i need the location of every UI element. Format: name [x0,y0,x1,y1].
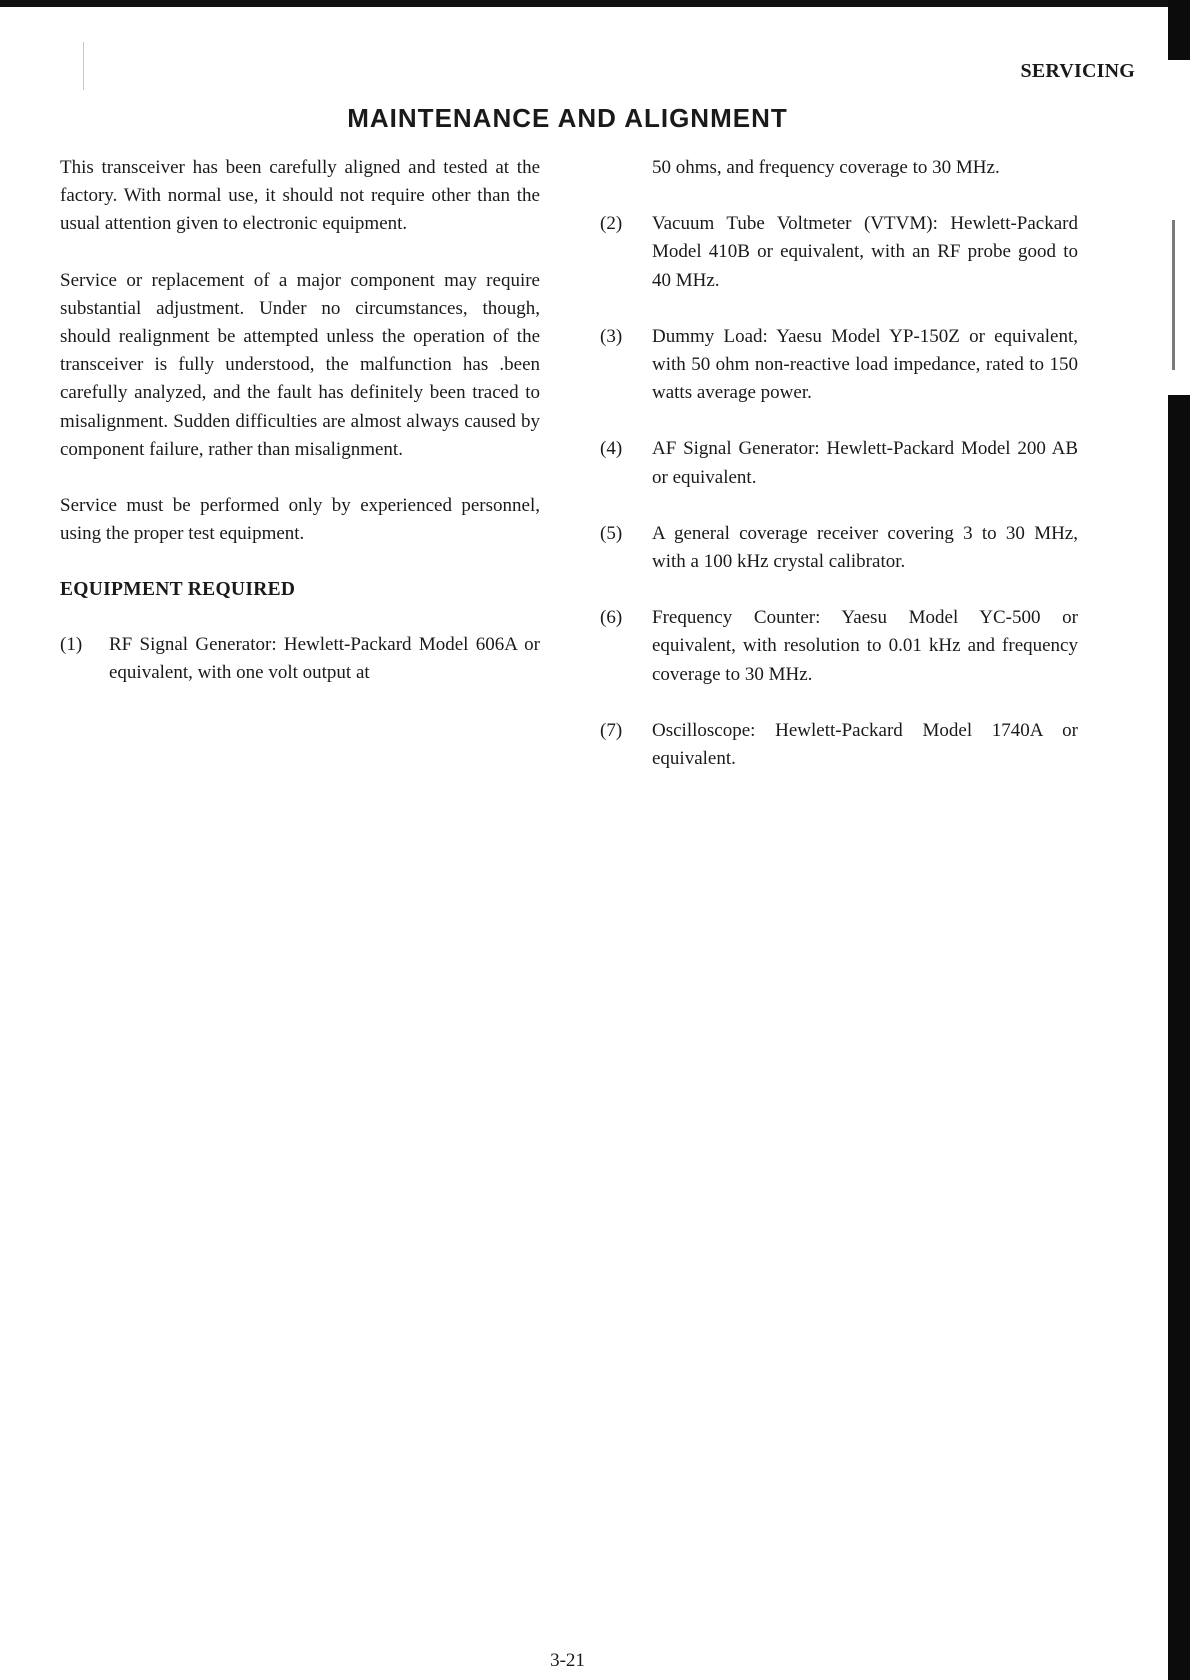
item-text: A general coverage receiver covering 3 to 30 MHz, with a 100 kHz crystal calibrator. [652,522,1078,573]
item-number: (5) [600,522,623,544]
scan-right-edge-tick [1172,220,1175,370]
service-paragraph: Service or replacement of a major component may require substantial adjustment. Under no circumstances, though, should realignment be attempted unless the operation of the transceiver is fully understood, the malfunction has .been carefully analyzed, and the fault has definitely been traced to misalignment. Sudden difficulties are almost always caused by component failure, rather than misalignment. [60,269,540,460]
equipment-item [600,323,1078,408]
item-continuation: 50 ohms, and frequency coverage to 30 MHz. [652,157,1000,178]
personnel-paragraph: Service must be performed only by experienced personnel, using the proper test equipment. [60,495,540,545]
item-number: (4) [600,438,623,460]
item-number: (3) [600,325,623,347]
item-number: (2) [600,213,623,235]
equipment-heading: EQUIPMENT REQUIRED [60,579,296,601]
item-text: Dummy Load: Yaesu Model YP-150Z or equivalent, with 50 ohm non-reactive load impedance, rated to 150 watts average power. [652,325,1078,404]
item-text: Vacuum Tube Voltmeter (VTVM): Hewlett-Packard Model 410B or equivalent, with an RF probe good to 40 MHz. [652,213,1078,291]
intro-paragraph: This transceiver has been carefully aligned and tested at the factory. With normal use, it should not require other than the usual attention given to electronic equipment. [60,157,540,235]
item-number: (1) [60,633,83,655]
equipment-item [600,520,1078,576]
equipment-item [600,604,1078,689]
scan-right-edge [1168,395,1190,1680]
item-text: Oscilloscope: Hewlett-Packard Model 1740A or equivalent. [652,719,1078,770]
page-number: 3-21 [550,1650,585,1671]
item-number: (6) [600,607,623,629]
item-number: (7) [600,719,623,741]
equipment-item [60,631,540,687]
scan-right-edge-upper [1168,0,1190,60]
binding-mark [83,42,84,90]
right-column [600,154,1078,801]
equipment-item [600,717,1078,773]
equipment-item [600,435,1078,491]
item-text: Frequency Counter: Yaesu Model YC-500 or equivalent, with resolution to 0.01 kHz and frequency coverage to 30 MHz. [652,607,1078,685]
section-label: SERVICING [1020,60,1135,82]
item-text: RF Signal Generator: Hewlett-Packard Model 606A or equivalent, with one volt output at [109,633,540,683]
equipment-item [600,210,1078,295]
left-column [60,154,540,715]
scan-top-edge [0,0,1190,7]
page-title: MAINTENANCE AND ALIGNMENT [347,103,788,133]
item-text: AF Signal Generator: Hewlett-Packard Model 200 AB or equivalent. [652,438,1078,488]
